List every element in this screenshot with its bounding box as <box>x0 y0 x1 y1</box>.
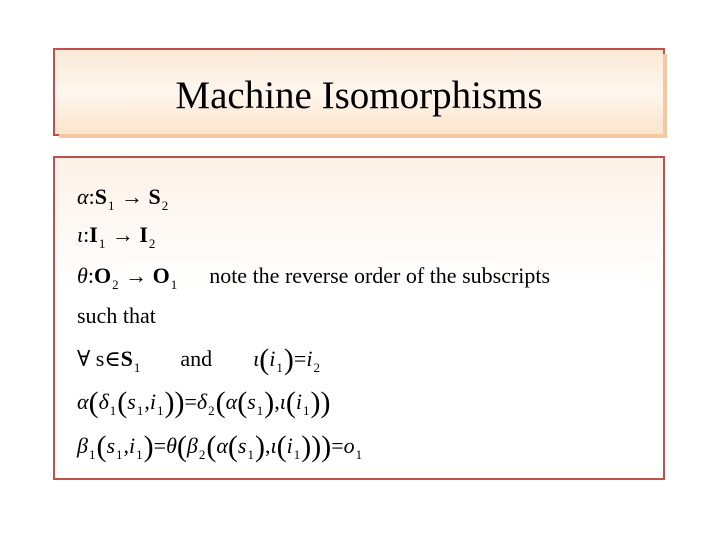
subscript: 2 <box>313 360 320 375</box>
input-set-symbol: I <box>139 222 148 247</box>
subscript: 1 <box>276 360 283 375</box>
forall-symbol: ∀ <box>77 346 91 371</box>
beta-symbol: β <box>186 433 198 458</box>
iota-symbol: ι <box>253 346 260 371</box>
subscript: 1 <box>247 447 254 462</box>
equals-symbol: = <box>184 389 197 414</box>
subscript: 1 <box>136 403 144 418</box>
state-variable: s <box>247 389 256 414</box>
comma: , <box>264 433 271 458</box>
input-variable: i <box>286 433 293 458</box>
colon: : <box>83 222 90 247</box>
subscript: 2 <box>198 447 206 462</box>
state-set-symbol: S <box>148 184 161 209</box>
delta-symbol: δ <box>98 389 109 414</box>
content-box <box>53 156 665 480</box>
theta-symbol: θ <box>77 263 88 288</box>
input-variable: i <box>295 389 302 414</box>
state-set-symbol: S <box>120 346 133 371</box>
output-set-symbol: O <box>93 263 112 288</box>
subscript: 1 <box>256 403 264 418</box>
alpha-symbol: α <box>225 389 238 414</box>
forall-line: ∀ $s\in S_1$ and $\iota(i_1)=i_2$ <box>77 343 320 376</box>
colon: : <box>87 263 94 288</box>
subscript: 1 <box>133 360 141 375</box>
such-that-line: such that <box>77 303 156 328</box>
subscript: 1 <box>303 403 310 418</box>
subscript: 1 <box>98 236 106 251</box>
alpha-mapping-line <box>77 180 169 214</box>
title-box <box>53 48 665 136</box>
alpha-symbol: α <box>77 389 89 414</box>
subscript: 1 <box>156 403 164 418</box>
reverse-order-note: note the reverse order of the subscripts <box>209 263 551 288</box>
colon: : <box>88 184 95 209</box>
subscript: 2 <box>161 198 169 213</box>
subscript: 1 <box>136 447 143 462</box>
state-variable: s <box>127 389 136 414</box>
subscript: 2 <box>112 277 119 292</box>
output-set-symbol: O <box>152 263 170 288</box>
delta-symbol: δ <box>196 389 208 414</box>
comma: , <box>144 389 150 414</box>
comma: , <box>274 389 280 414</box>
iota-symbol: ι <box>270 433 277 458</box>
alpha-symbol: α <box>216 433 228 458</box>
comma: , <box>123 433 130 458</box>
iota-symbol: ι <box>77 222 84 247</box>
input-set-symbol: I <box>89 222 98 247</box>
slide-title: Machine Isomorphisms <box>175 74 543 117</box>
arrow: → <box>120 184 143 209</box>
state-variable: s <box>106 433 116 458</box>
subscript: 1 <box>109 403 117 418</box>
equals-symbol: = <box>293 346 307 371</box>
subscript: 1 <box>88 447 96 462</box>
arrow: → <box>111 222 134 247</box>
alpha-symbol: α <box>77 184 89 209</box>
equals-symbol: = <box>153 433 167 458</box>
input-variable: i <box>269 346 276 371</box>
state-variable: s <box>237 433 247 458</box>
alpha-delta-equation: $\alpha(\delta_1(s_1,i_1))=\delta_2(\alpha(s_1),\iota(i_1))$ <box>77 386 331 419</box>
subscript: 2 <box>148 236 156 251</box>
input-variable: i <box>306 346 313 371</box>
output-variable: o <box>343 433 355 458</box>
iota-mapping-line <box>77 218 156 252</box>
input-variable: i <box>149 389 156 414</box>
element-of-symbol: ∈ <box>104 346 121 371</box>
subscript: 1 <box>116 447 123 462</box>
input-variable: i <box>129 433 136 458</box>
subscript: 1 <box>293 447 301 462</box>
equals-symbol: = <box>331 433 344 458</box>
arrow: → <box>125 263 148 288</box>
subscript: 1 <box>170 277 178 292</box>
subscript: 2 <box>208 403 215 418</box>
subscript: 1 <box>355 447 363 462</box>
theta-symbol: θ <box>166 433 177 458</box>
and-word: and <box>180 346 213 371</box>
subscript: 1 <box>107 198 115 213</box>
iota-symbol: ι <box>279 389 286 414</box>
state-set-symbol: S <box>94 184 107 209</box>
theta-mapping-line <box>77 259 550 293</box>
state-variable: s <box>95 346 105 371</box>
beta-symbol: β <box>77 433 88 458</box>
beta-theta-equation: $\beta_1(s_1,i_1)=\theta(\beta_2(\alpha(s_1),\iota(i_1)))=o_1$ <box>77 430 363 463</box>
